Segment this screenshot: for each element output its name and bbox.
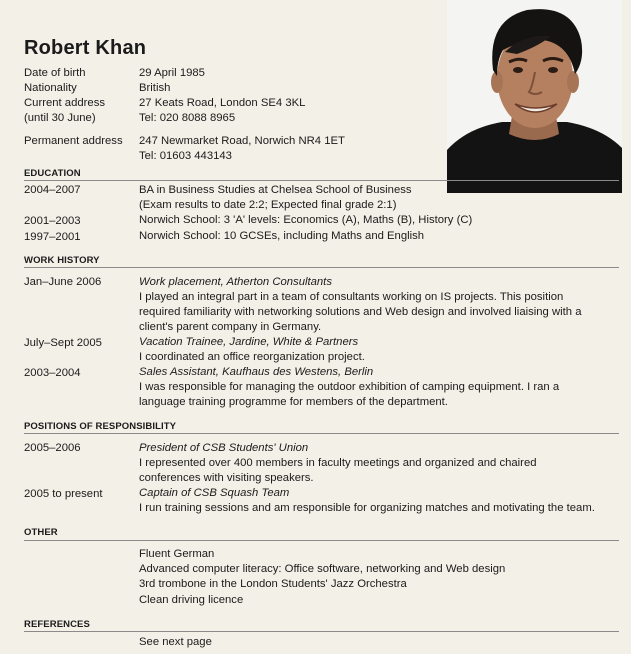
references-text: See next page [139, 636, 212, 648]
work-history-divider [24, 267, 619, 268]
current-phone-value: Tel: 020 8088 8965 [139, 112, 236, 124]
references-heading: REFERENCES [24, 619, 90, 630]
work-history-heading: WORK HISTORY [24, 255, 100, 266]
current-address-label: Current address [24, 97, 105, 109]
work-line: I coordinated an office reorganization project. [139, 351, 365, 363]
nationality-label: Nationality [24, 82, 77, 94]
dob-label: Date of birth [24, 67, 86, 79]
positions-divider [24, 433, 619, 434]
current-address-until-label: (until 30 June) [24, 112, 96, 124]
candidate-photo [447, 0, 622, 193]
position-line: conferences with visiting speakers. [139, 472, 314, 484]
work-line: I played an integral part in a team of consultants working on IS projects. This position [139, 291, 564, 303]
education-line: BA in Business Studies at Chelsea School of Business [139, 184, 412, 196]
position-date: 2005 to present [24, 488, 103, 500]
other-line: 3rd trombone in the London Students' Jazz Orchestra [139, 578, 407, 590]
education-heading: EDUCATION [24, 168, 81, 179]
other-heading: OTHER [24, 527, 58, 538]
education-line: (Exam results to date 2:2; Expected final grade 2:1) [139, 199, 397, 211]
work-line: language training programme for members of the department. [139, 396, 448, 408]
position-title: President of CSB Students' Union [139, 442, 309, 454]
position-line: I represented over 400 members in faculty meetings and organized and chaired [139, 457, 537, 469]
other-line: Fluent German [139, 548, 215, 560]
education-date: 1997–2001 [24, 231, 81, 243]
education-date: 2004–2007 [24, 184, 81, 196]
work-title: Work placement, Atherton Consultants [139, 276, 332, 288]
work-title: Vacation Trainee, Jardine, White & Partners [139, 336, 359, 348]
other-divider [24, 540, 619, 541]
permanent-phone-value: Tel: 01603 443143 [139, 150, 232, 162]
work-title: Sales Assistant, Kaufhaus des Westens, Berlin [139, 366, 374, 378]
references-divider [24, 631, 619, 632]
permanent-address-value: 247 Newmarket Road, Norwich NR4 1ET [139, 135, 345, 147]
work-date: Jan–June 2006 [24, 276, 102, 288]
dob-value: 29 April 1985 [139, 67, 205, 79]
education-line: Norwich School: 3 'A' levels: Economics (A), Maths (B), History (C) [139, 214, 473, 226]
education-line: Norwich School: 10 GCSEs, including Maths and English [139, 230, 425, 242]
work-line: required familiarity with networking solutions and Web design and involved liaising with a [139, 306, 582, 318]
position-line: I run training sessions and am responsible for organizing matches and motivating the team. [139, 502, 595, 514]
current-address-value: 27 Keats Road, London SE4 3KL [139, 97, 306, 109]
education-date: 2001–2003 [24, 215, 81, 227]
work-date: July–Sept 2005 [24, 337, 102, 349]
work-line: I was responsible for managing the outdoor exhibition of camping equipment. I ran a [139, 381, 560, 393]
other-line: Advanced computer literacy: Office software, networking and Web design [139, 563, 506, 575]
cv-name: Robert Khan [24, 37, 147, 59]
permanent-address-label: Permanent address [24, 135, 123, 147]
positions-heading: POSITIONS OF RESPONSIBILITY [24, 421, 177, 432]
position-title: Captain of CSB Squash Team [139, 487, 290, 499]
work-line: client's parent company in Germany. [139, 321, 322, 333]
work-date: 2003–2004 [24, 367, 81, 379]
nationality-value: British [139, 82, 171, 94]
position-date: 2005–2006 [24, 442, 81, 454]
other-line: Clean driving licence [139, 594, 244, 606]
education-divider [24, 180, 619, 181]
